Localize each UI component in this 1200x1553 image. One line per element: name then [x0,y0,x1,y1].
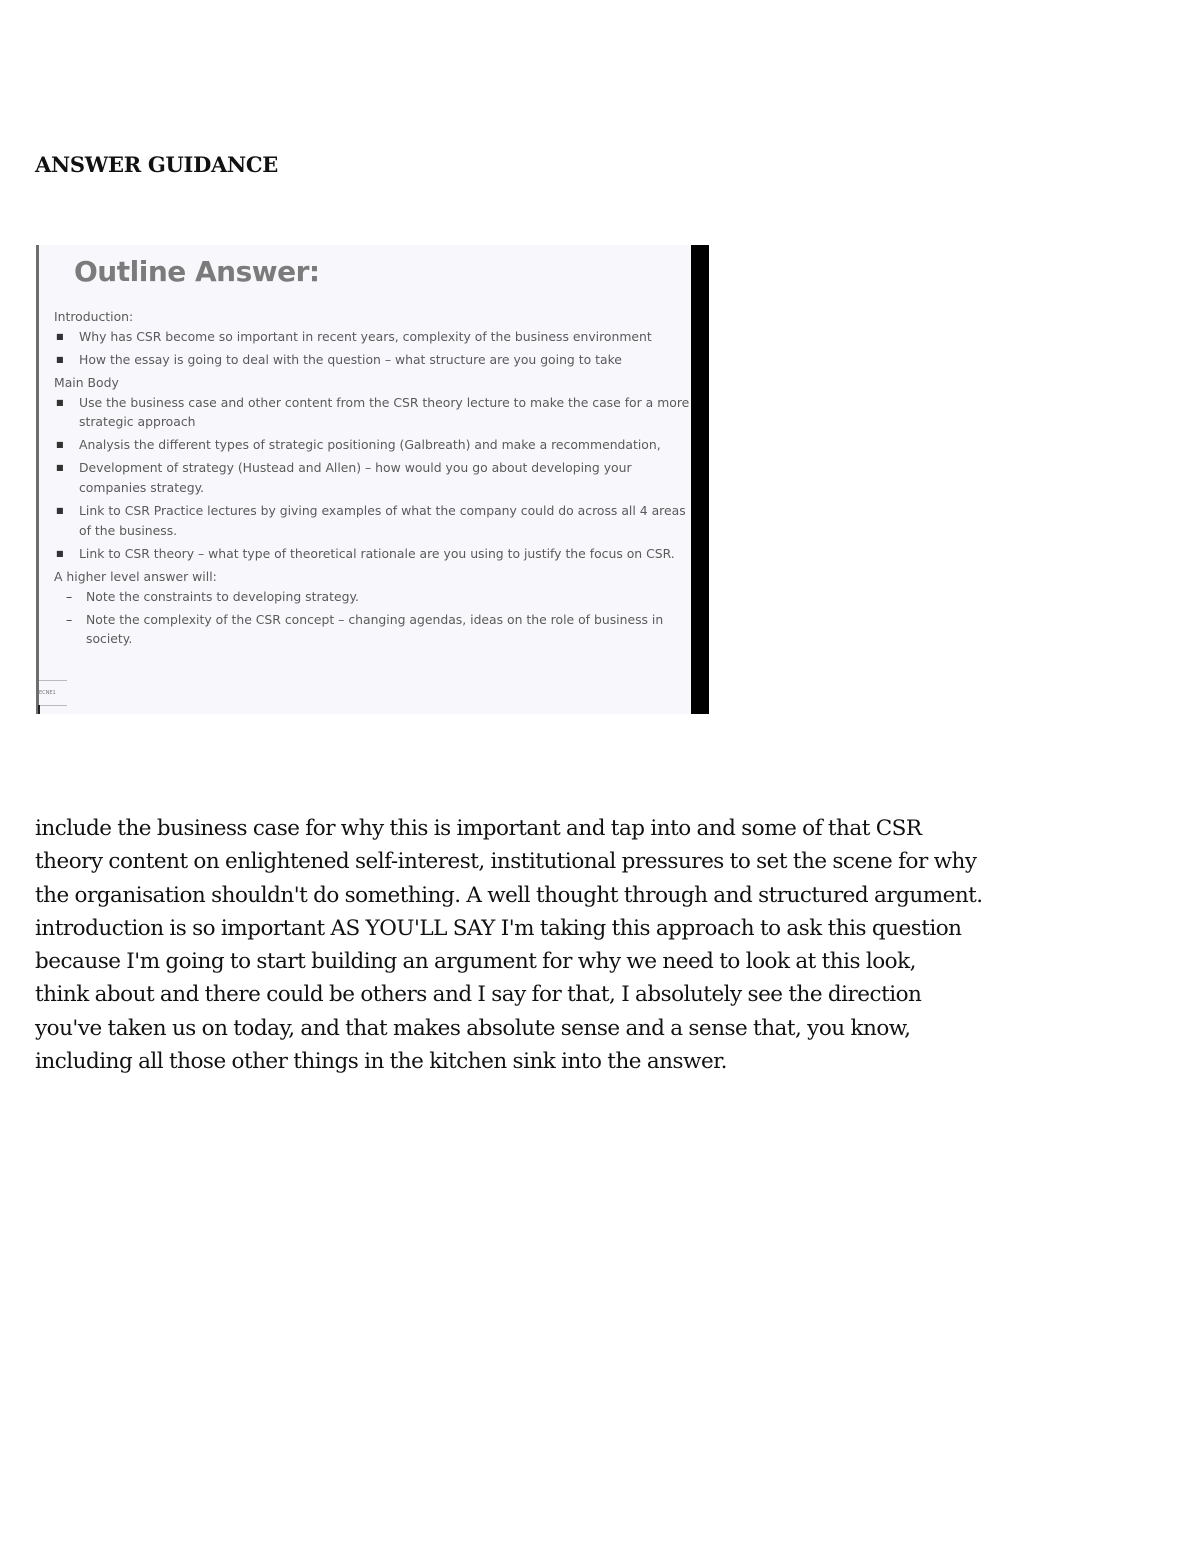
slide-list-item: ■ Analysis the different types of strategic positioning (Galbreath) and make a recommendation, [54,435,694,455]
slide-body [54,307,694,652]
slide-list-item: ■ Why has CSR become so important in recent years, complexity of the business environment [54,327,694,347]
paragraph-line: think about and there could be others and I say for that, I absolutely see the direction [35,982,922,1008]
slide-main-list [54,393,694,564]
square-bullet-icon: ■ [56,548,64,558]
paragraph-line: including all those other things in the kitchen sink into the answer. [35,1049,727,1075]
slide-section-main-body: Main Body [54,374,119,390]
paragraph-line: include the business case for why this is important and tap into and some of that CSR [35,816,922,841]
slide-title: Outline Answer: [74,255,320,288]
page-heading: ANSWER GUIDANCE [35,152,278,177]
square-bullet-icon: ■ [56,354,64,364]
square-bullet-icon: ■ [56,331,64,341]
slide-section-introduction: Introduction: [54,309,134,324]
slide-sublist-item: – Note the complexity of the CSR concept – changing agendas, ideas on the role of business in society. [66,611,664,647]
slide-higher-list [54,587,694,650]
square-bullet-icon: ■ [56,506,64,516]
paragraph-line: the organisation shouldn't do something. A well thought through and structured argument. [35,882,983,908]
paragraph-line: you've taken us on today, and that makes absolute sense and a sense that, you know, [35,1015,911,1041]
slide-corner-mark [38,705,40,714]
square-bullet-icon: ■ [56,463,64,473]
slide-list-item: ■ Link to CSR Practice lectures by giving examples of what the company could do across all 4 areas of the business. [56,503,686,538]
slide-list-item: ■ Use the business case and other content from the CSR theory lecture to make the case for a more strategic approach [56,394,690,430]
slide-sublist-item: – Note the constraints to developing strategy. [54,587,694,607]
slide-intro-list [54,327,694,370]
dash-bullet-icon: – [66,588,73,604]
square-bullet-icon: ■ [56,440,64,450]
slide-footer-stamp: ECNE1 [39,680,67,706]
slide-section-higher-level: A higher level answer will: [54,568,217,584]
paragraph-line: introduction is so important AS YOU'LL SAY I'm taking this approach to ask this question [35,915,962,941]
slide-right-border [691,245,709,714]
paragraph-line: theory content on enlightened self-interest, institutional pressures to set the scene for why [35,849,977,875]
dash-bullet-icon: – [66,611,73,627]
slide-list-item: ■ Link to CSR theory – what type of theoretical rationale are you using to justify the focus on CSR. [54,544,694,564]
paragraph-line: because I'm going to start building an argument for why we need to look at this look, [35,949,916,975]
slide-list-item: ■ Development of strategy (Hustead and Allen) – how would you go about developing your companies strategy. [56,460,632,496]
square-bullet-icon: ■ [56,397,64,407]
slide-list-item: ■ How the essay is going to deal with the question – what structure are you going to take [54,350,694,370]
slide-left-border [36,245,39,714]
outline-answer-slide-image [36,245,709,714]
body-paragraph [35,812,1155,1078]
